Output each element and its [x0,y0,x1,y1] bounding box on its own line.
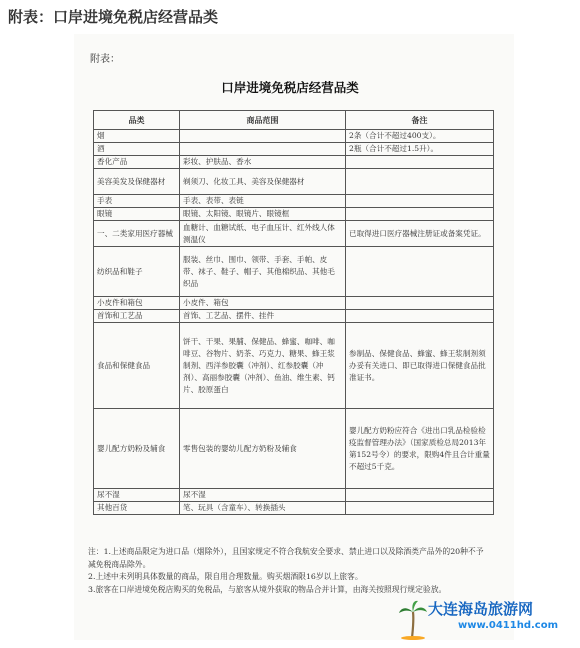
table-row [94,310,494,323]
category-cell: 食品和保健食品 [94,323,180,409]
category-cell: 小皮件和箱包 [94,297,180,310]
category-cell: 香化产品 [94,156,180,169]
site-watermark [398,596,576,642]
range-cell: 剃须刀、化妆工具、美容及保健器材 [180,169,346,195]
attachment-label: 附表： [90,54,120,65]
table-row [94,297,494,310]
watermark-brand: 大连海岛旅游网 [428,600,534,618]
table-row [94,130,494,143]
range-cell: 彩妆、护肤品、香水 [180,156,346,169]
range-cell: 饼干、干果、果脯、保健品、蜂蜜、咖啡、咖啡豆、谷物片、奶茶、巧克力、糖果、蜂王浆制剂、西洋参胶囊（冲剂）、红参胶囊（冲剂）、高丽参胶囊（冲剂）、鱼油、维生素、钙片、胶原蛋白 [180,323,346,409]
table-row [94,247,494,297]
remark-cell: 参制品、保健食品、蜂蜜、蜂王浆制剂须办妥有关进口、即已取得进口保健食品批准证书。 [346,323,494,409]
table-row [94,156,494,169]
table-row [94,409,494,489]
table-row [94,502,494,515]
remark-cell [346,247,494,297]
remark-cell [346,502,494,515]
category-cell: 酒 [94,143,180,156]
table-row [94,208,494,221]
table-row [94,221,494,247]
range-cell: 小皮件、箱包 [180,297,346,310]
column-header: 商品范围 [180,111,346,130]
remark-cell [346,156,494,169]
range-cell: 血糖计、血糖试纸、电子血压计、红外线人体测温仪 [180,221,346,247]
range-cell: 手表、表带、表链 [180,195,346,208]
category-table [93,110,494,515]
range-cell [180,143,346,156]
range-cell [180,130,346,143]
table-row [94,169,494,195]
remark-cell [346,489,494,502]
category-cell: 美容美发及保健器材 [94,169,180,195]
footnote: 注：1.上述商品限定为进口品（烟除外），且国家规定不符合我航安全要求、禁止进口以及除酒类产品外的20种不予减免税商品除外。 [88,547,484,569]
remark-cell [346,297,494,310]
footnotes [88,546,490,596]
table-header-row [94,111,494,130]
category-cell: 首饰和工艺品 [94,310,180,323]
table-row [94,489,494,502]
column-header: 品类 [94,111,180,130]
remark-cell: 婴儿配方奶粉应符合《进出口乳品检验检疫监督管理办法》（国家质检总局2013年第152号令）的要求，限购4件且合计重量不超过5千克。 [346,409,494,489]
category-cell: 眼镜 [94,208,180,221]
page-title: 附表：口岸进境免税店经营品类 [8,8,219,26]
remark-cell [346,195,494,208]
remark-cell [346,208,494,221]
category-cell: 尿不湿 [94,489,180,502]
range-cell: 笔、玩具（含童车）、转换插头 [180,502,346,515]
column-header: 备注 [346,111,494,130]
range-cell: 服装、丝巾、围巾、领带、手套、手帕、皮带、袜子、鞋子、帽子、其他棉织品、其他毛织品 [180,247,346,297]
table-row [94,195,494,208]
remark-cell: 已取得进口医疗器械注册证或备案凭证。 [346,221,494,247]
category-cell: 烟 [94,130,180,143]
range-cell: 眼镜、太阳镜、眼镜片、眼镜框 [180,208,346,221]
range-cell: 零售包装的婴幼儿配方奶粉及辅食 [180,409,346,489]
table-row [94,323,494,409]
category-cell: 纺织品和鞋子 [94,247,180,297]
remark-cell: 2条（合计不超过400支）。 [346,130,494,143]
remark-cell [346,310,494,323]
category-cell: 手表 [94,195,180,208]
range-cell: 首饰、工艺品、摆件、挂件 [180,310,346,323]
category-cell: 其他百货 [94,502,180,515]
palm-tree-icon [398,600,428,640]
table-row [94,143,494,156]
footnote: 3.旅客在口岸进境免税店购买的免税品，与旅客从境外获取的物品合并计算，由海关按照现行规定验放。 [88,584,447,594]
footnote: 2.上述中未列明具体数量的商品，限自用合理数量。购买烟酒限16岁以上旅客。 [88,572,363,581]
category-cell: 婴儿配方奶粉及辅食 [94,409,180,489]
remark-cell: 2瓶（合计不超过1.5升）。 [346,143,494,156]
document-title: 口岸进境免税店经营品类 [221,80,359,95]
watermark-url: www.0411hd.com [458,620,558,631]
category-cell: 一、二类家用医疗器械 [94,221,180,247]
range-cell: 尿不湿 [180,489,346,502]
remark-cell [346,169,494,195]
